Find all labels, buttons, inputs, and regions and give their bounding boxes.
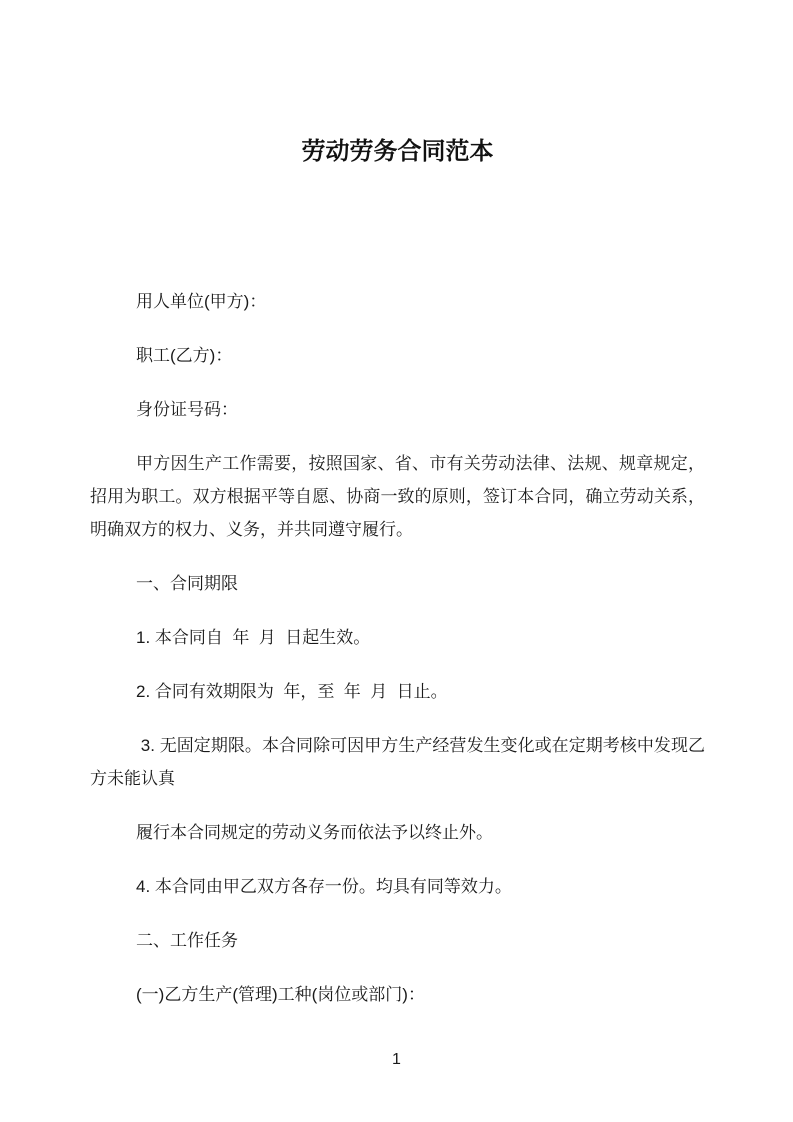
party-b-label: 职工(乙方)： [136, 346, 233, 365]
clause-1-2: 2. 合同有效期限为 年，至 年 月 日止。 [136, 682, 448, 701]
clause-1-1: 1. 本合同自 年 月 日起生效。 [136, 628, 371, 647]
clause-1-3: 3. 无固定期限。本合同除可因甲方生产经营发生变化或在定期考核中发现乙方未能认真 [90, 736, 705, 788]
page-number: 1 [392, 1051, 401, 1068]
section-2-heading: 二、工作任务 [136, 931, 238, 950]
preamble-paragraph: 甲方因生产工作需要，按照国家、省、市有关劳动法律、法规、规章规定，招用为职工。双方根据平等自愿、协商一致的原则，签订本合同，确立劳动关系，明确双方的权力、义务，并共同遵守履行。 [90, 454, 705, 539]
clause-2-1: (一)乙方生产(管理)工种(岗位或部门)： [136, 985, 425, 1004]
id-number-label: 身份证号码： [136, 400, 238, 419]
document-content [0, 137, 793, 1011]
document-title: 劳动劳务合同范本 [301, 138, 494, 165]
clause-1-4: 4. 本合同由甲乙双方各存一份。均具有同等效力。 [136, 877, 512, 896]
section-1-heading: 一、合同期限 [136, 574, 238, 593]
party-a-label: 用人单位(甲方)： [136, 292, 267, 311]
clause-1-3-continued: 履行本合同规定的劳动义务而依法予以终止外。 [136, 823, 493, 842]
